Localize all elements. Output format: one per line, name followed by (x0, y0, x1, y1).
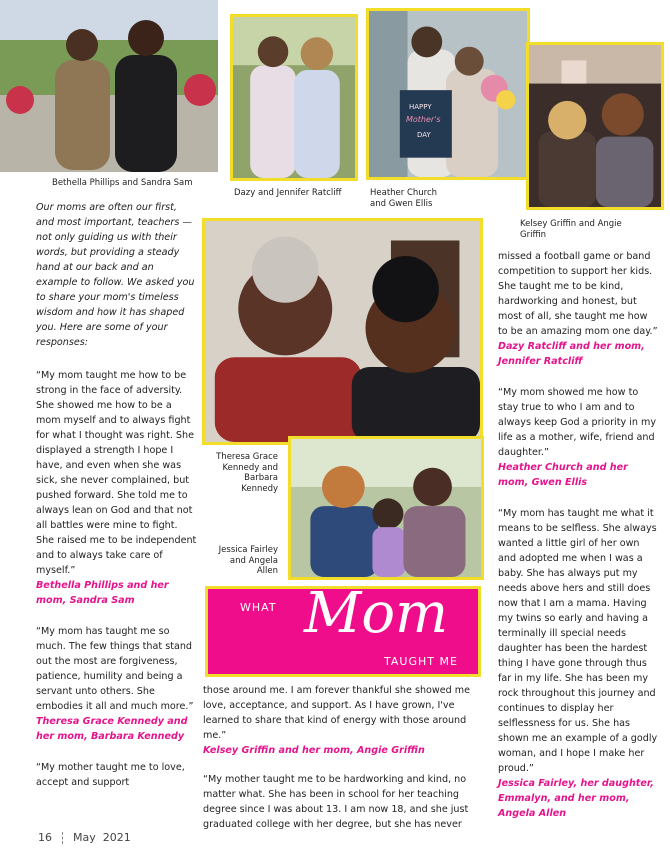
caption-dazy: Dazy and Jennifer Ratcliff (234, 188, 342, 198)
attribution-jessica: Jessica Fairley, her daughter, Emmalyn, and her mom, Angela Allen (498, 778, 654, 819)
page-footer (38, 831, 131, 844)
quote-dazy-start: “My mother taught me to be hardworking and kind, no matter what. She has been in school for her teaching degree since I was about 13. I am now 18, and she just graduated college with her degree, but she has never (203, 774, 469, 830)
photo-bethella-sandra (0, 0, 218, 172)
caption-heather: Heather Church and Gwen Ellis (370, 188, 438, 209)
attribution-dazy: Dazy Ratcliff and her mom, Jennifer Ratcliff (498, 341, 645, 367)
card-text-day: DAY (417, 131, 431, 139)
quote-theresa: “My mom has taught me so much. The few things that stand out the most are forgiveness, patience, humility and being a servant unto others. She embodies it all and much more.” (36, 626, 194, 712)
caption-theresa: Theresa Grace Kennedy and Barbara Kennedy (216, 452, 278, 494)
right-column (498, 249, 658, 833)
photo-theresa-barbara (202, 218, 483, 445)
banner-mom: Mom (304, 581, 449, 646)
banner-taught-me: TAUGHT ME (384, 655, 458, 668)
attribution-heather: Heather Church and her mom, Gwen Ellis (498, 462, 628, 488)
caption-bethella: Bethella Phillips and Sandra Sam (52, 178, 193, 188)
footer-divider (62, 832, 63, 844)
photo-heather-gwen (366, 8, 530, 180)
issue-date: May 2021 (73, 831, 131, 844)
left-column (36, 200, 198, 802)
quote-bethella: “My mom taught me how to be strong in the face of adversity. She showed me how to be a mom myself and to always fight for what I thought was right. She displayed a strength I hope I have, and even when she was sick, she never complained, but pushed forward. She told me to always lean on God and that not all battles were mine to fight. She raised me to be independent and to always take care of myself.” (36, 370, 197, 576)
banner-what: WHAT (240, 601, 277, 614)
page-number: 16 (38, 831, 52, 844)
title-banner (205, 581, 481, 677)
quote-kelsey-end: those around me. I am forever thankful she showed me love, acceptance, and support. As I have grown, I've learned to share that kind of energy with those around me.” (203, 685, 471, 741)
attribution-theresa: Theresa Grace Kennedy and her mom, Barbara Kennedy (36, 716, 188, 742)
photo-dazy-jennifer (230, 14, 358, 181)
attribution-kelsey: Kelsey Griffin and her mom, Angie Griffin (203, 745, 425, 756)
quote-jessica: “My mom has taught me what it means to be selfless. She always wanted a little girl of her own and adopted me when I was a baby. She has always put my needs above hers and still does now that I am a mama. Having my twins so early and having a terminally ill special needs daughter has been the hardest thing I have gone through thus far in my life. She has been my rock throughout this journey and continues to display her selflessness for us. She has shown me an example of a godly woman, and I hope I make her proud.” (498, 508, 658, 774)
photo-jessica-angela (288, 436, 484, 580)
caption-kelsey: Kelsey Griffin and Angie Griffin (520, 219, 622, 240)
photo-kelsey-angie (526, 42, 664, 210)
caption-jessica: Jessica Fairley and Angela Allen (218, 545, 278, 576)
quote-dazy-end: missed a football game or band competition to support her kids. She taught me to be kind, hardworking and honest, but most of all, she taught me how to be an amazing mom one day.” (498, 251, 658, 337)
attribution-bethella: Bethella Phillips and her mom, Sandra Sam (36, 580, 169, 606)
quote-heather: “My mom showed me how to stay true to who I am and to always keep God a priority in my life as a mother, wife, friend and daughter.” (498, 387, 657, 458)
card-text-happy: HAPPY (409, 103, 432, 111)
middle-column (203, 683, 485, 844)
quote-kelsey-start: “My mother taught me to love, accept and support (36, 762, 185, 788)
intro-paragraph: Our moms are often our first, and most important, teachers — not only guiding us with their words, but providing a steady hand at our back and an example to follow. We asked you to share your mom's timeless wisdom and how it has shaped you. Here are some of your responses: (36, 202, 195, 348)
card-text-mothers: Mother's (406, 115, 441, 124)
